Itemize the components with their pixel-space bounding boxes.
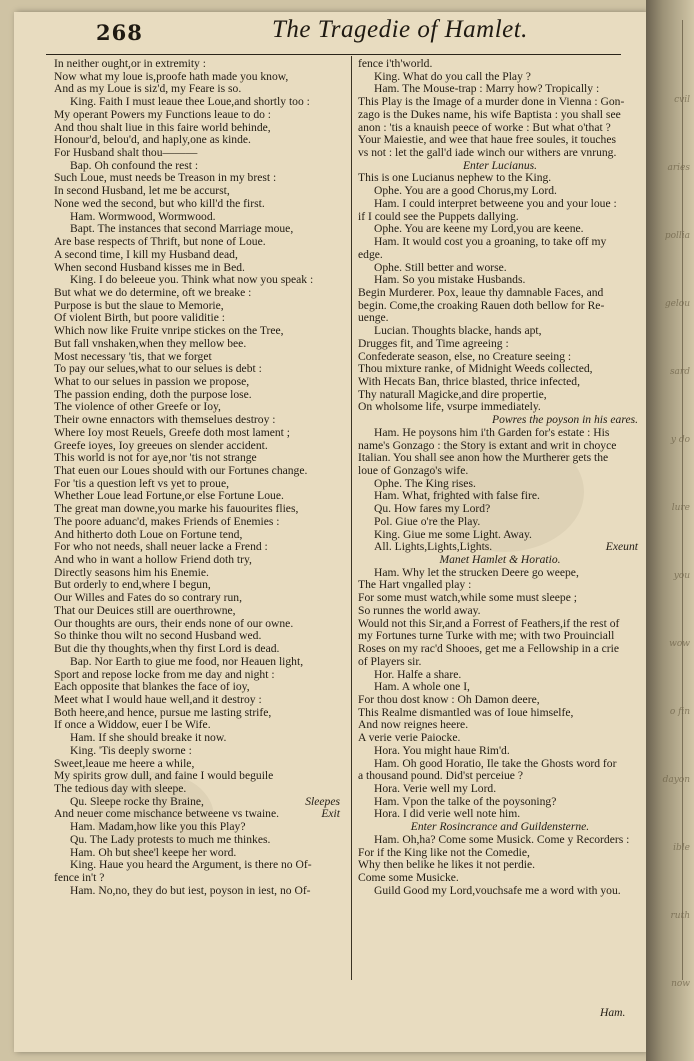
facing-page-fragment: ible [673,843,690,853]
line-text: Each opposite that blankes the face of ioy, [54,680,250,694]
line-text: King. Haue you heard the Argument, is there no Of- [70,858,312,872]
line-text: Both heere,and hence, pursue me lasting strife, [54,705,272,719]
line-text: Sport and repose locke from me day and night : [54,667,275,681]
line-text: In second Husband, let me be accurst, [54,184,230,198]
line-text: But orderly to end,where I begun, [54,578,211,592]
line-text: King. Giue me some Light. Away. [374,527,532,541]
line-text: Ham. A whole one I, [374,680,470,694]
line-text: Such Loue, must needs be Treason in my brest : [54,171,277,185]
facing-page-fragment: cvil [674,95,690,105]
line-text: Enter Lucianus. [462,158,538,172]
line-text: Ophe. You are a good Chorus,my Lord. [374,184,557,198]
line-text: uenge. [358,311,389,325]
line-text: Drugges fit, and Time agreeing : [358,336,509,350]
line-text: vs not : let the gall'd iade winch our withers are vnrung. [358,146,617,160]
line-text: Lucian. Thoughts blacke, hands apt, [374,324,542,338]
line-text: The Hart vngalled play : [358,578,472,592]
line-text: This is one Lucianus nephew to the King. [358,171,552,185]
line-text: This Play is the Image of a murder done in Vienna : Gon- [358,95,625,109]
line-text: In neither ought,or in extremity : [54,57,206,70]
line-text: Of violent Birth, but poore validitie : [54,311,225,325]
line-text: Pol. Giue o're the Play. [374,514,481,528]
line-text: And hitherto doth Loue on Fortune tend, [54,527,243,541]
line-text: Now what my loue is,proofe hath made you know, [54,69,289,83]
text-line [358,236,642,249]
line-text: Our thoughts are ours, their ends none of our owne. [54,616,294,630]
facing-page-fragment: dayon [662,775,690,785]
facing-page-fragment: o fin [669,707,690,717]
line-text: And as my Loue is siz'd, my Feare is so. [54,82,242,96]
line-text: Guild Good my Lord,vouchsafe me a word with you. [374,883,621,897]
header-rule [46,54,621,55]
line-text: Ham. So you mistake Husbands. [374,273,526,287]
line-text: Ophe. The King rises. [374,476,476,490]
page-number: 268 [96,20,143,45]
line-text: Your Maiestie, and wee that haue free soules, it touches [358,133,616,147]
line-text: Qu. The Lady protests to much me thinkes. [70,832,271,846]
line-text: Bap. Nor Earth to giue me food, nor Heauen light, [70,654,304,668]
line-text: Hora. Verie well my Lord. [374,781,497,795]
line-text: Directly seasons him his Enemie. [54,565,209,579]
line-text: And thou shalt liue in this faire world behinde, [54,120,271,134]
line-text: Roses on my rac'd Shooes, get me a Fellowship in a crie [358,642,619,656]
line-text: Which now like Fruite vnripe stickes on the Tree, [54,324,284,338]
line-text: Ham. What, frighted with false fire. [374,489,540,503]
facing-page-fragment: ruth [670,911,690,921]
line-text: My operant Powers my Functions leaue to do : [54,107,272,121]
line-text: fence i'th'world. [358,57,433,70]
line-text: But fall vnshaken,when they mellow bee. [54,336,247,350]
line-text: Where Ioy most Reuels, Greefe doth most lament ; [54,425,290,439]
facing-page-fragment: you [673,571,690,581]
line-text: Greefe ioyes, Ioy greeues on slender accident. [54,438,268,452]
line-text: Come some Musicke. [358,871,459,884]
line-text: The great man downe,you marke his fauourites flies, [54,502,299,516]
line-text: That euen our Loues should with our Fortunes change. [54,464,308,477]
line-text: But what we do determine, oft we breake : [54,285,252,299]
line-text: Ham. Vpon the talke of the poysoning? [374,794,557,808]
line-text: Ham. Oh good Horatio, Ile take the Ghosts word for [374,756,617,770]
line-text: Thou mixture ranke, of Midnight Weeds collected, [358,362,593,376]
line-text: Ham. Wormwood, Wormwood. [70,209,216,223]
line-text: Qu. How fares my Lord? [374,502,491,516]
line-text: Honour'd, belou'd, and haply,one as kinde. [54,133,251,147]
line-text: Qu. Sleepe rocke thy Braine, [70,794,204,808]
facing-page-gutter [646,0,694,1061]
line-text: Purpose is but the slaue to Memorie, [54,298,224,312]
line-text: For 'tis a question left vs yet to proue, [54,476,230,490]
facing-page-fragment: pollia [664,231,690,241]
facing-page-fragment: aries [667,163,690,173]
line-text: For Husband shalt thou——— [54,146,198,160]
line-text: The violence of other Greefe or Ioy, [54,400,221,414]
line-text: A verie verie Paiocke. [358,731,461,745]
line-text: What to our selues in passion we propose, [54,374,250,388]
facing-page-fragment: y do [670,435,690,445]
line-text: Ham. No,no, they do but iest, poyson in iest, no Of- [70,883,311,897]
stage-direction: Exeunt [605,540,638,554]
line-text: Our Willes and Fates do so contrary run, [54,591,243,605]
line-text: King. What do you call the Play ? [374,69,531,83]
line-text: When second Husband kisses me in Bed. [54,260,245,274]
text-line: Powres the poyson in his eares. [492,413,638,427]
line-text: fence in't ? [54,871,105,884]
text-line [358,885,642,898]
line-text: And who in want a hollow Friend doth try, [54,553,252,567]
line-text: begin. Come,the croaking Rauen doth bellow for Re- [358,298,605,312]
line-text: Most necessary 'tis, that we forget [54,349,212,363]
line-text: For some must watch,while some must sleepe ; [358,591,577,605]
line-text: And neuer come mischance betweene vs twaine. [54,807,280,821]
facing-page-fragment: wow [669,639,690,649]
right-column [358,58,642,897]
line-text: King. 'Tis deeply sworne : [70,743,192,757]
line-text: If once a Widdow, euer I be Wife. [54,718,211,732]
line-text: of Players sir. [358,654,422,668]
line-text: name's Gonzago : the Story is extant and writ in choyce [358,438,617,452]
line-text: Are base respects of Thrift, but none of Loue. [54,235,266,249]
facing-page-fragment: lure [671,503,690,513]
line-text: All. Lights,Lights,Lights. [374,540,493,554]
line-text: So runnes the world away. [358,603,481,617]
line-text: Thy naturall Magicke,and dire propertie, [358,387,547,401]
line-text: For if the King like not the Comedie, [358,845,530,859]
line-text: Confederate season, else, no Creature seeing : [358,349,572,363]
line-text: Ham. The Mouse-trap : Marry how? Tropically : [374,82,600,96]
line-text: For thou dost know : Oh Damon deere, [358,692,540,706]
line-text: For who not needs, shall neuer lacke a Frend : [54,540,268,554]
line-text: loue of Gonzago's wife. [358,464,469,477]
line-text: With Hecats Ban, thrice blasted, thrice infected, [358,374,580,388]
line-text: my Fortunes turne Turke with me; with two Prouinciall [358,629,615,643]
line-text: Ham. I could interpret betweene you and your loue : [374,196,617,210]
line-text: Hora. You might haue Rim'd. [374,743,510,757]
line-text: A second time, I kill my Husband dead, [54,247,238,261]
line-text: To pay our selues,what to our selues is debt : [54,362,262,376]
catchword: Ham. [600,1006,626,1019]
line-text: Italian. You shall see anon how the Murtherer gets the [358,451,609,465]
line-text: But die thy thoughts,when thy first Lord is dead. [54,642,280,656]
running-head: The Tragedie of Hamlet. [272,16,528,43]
line-text: Sweet,leaue me heere a while, [54,756,195,770]
line-text: Ham. He poysons him i'th Garden for's estate : His [374,425,610,439]
line-text: Enter Rosincrance and Guildensterne. [410,820,590,834]
line-text: King. I do beleeue you. Think what now you speak : [70,273,314,287]
column-divider [351,56,352,980]
stage-direction: Sleepes [305,794,340,808]
line-text: Ham. Oh but shee'l keepe her word. [70,845,237,859]
line-text: Meet what I would haue well,and it destroy : [54,692,262,706]
line-text: Bapt. The instances that second Marriage moue, [70,222,294,236]
page-header [76,14,616,54]
line-text: Whether Loue lead Fortune,or else Fortune Loue. [54,489,284,503]
line-text: The poore aduanc'd, makes Friends of Enemies : [54,514,280,528]
facing-page-fragment: sard [669,367,690,377]
line-text: if I could see the Puppets dallying. [358,209,519,223]
line-text: Ham. It would cost you a groaning, to take off my [374,235,607,249]
left-column [54,58,344,897]
line-text: This Realme dismantled was of Ioue himselfe, [358,705,574,719]
line-text: Ham. Why let the strucken Deere go weepe, [374,565,579,579]
line-text: None wed the second, but who kill'd the first. [54,196,265,210]
line-text: Ophe. You are keene my Lord,you are keene. [374,222,584,236]
line-text: That our Deuices still are ouerthrowne, [54,603,236,617]
stage-direction: Exit [321,807,340,821]
facing-page-fragment: gelou [664,299,690,309]
line-text: Would not this Sir,and a Forrest of Feathers,if the rest of [358,616,620,630]
line-text: a thousand pound. Did'st perceiue ? [358,769,524,783]
line-text: My spirits grow dull, and faine I would beguile [54,769,274,783]
line-text: Ham. If she should breake it now. [70,731,227,745]
line-text: Bap. Oh confound the rest : [70,158,199,172]
line-text: Their owne ennactors with themselues destroy : [54,413,276,427]
line-text: So thinke thou wilt no second Husband wed. [54,629,262,643]
text-line [54,885,344,898]
line-text: The passion ending, doth the purpose lose. [54,387,252,401]
line-text: Begin Murderer. Pox, leaue thy damnable Faces, and [358,285,604,299]
line-text: edge. [358,247,383,261]
line-text: Hor. Halfe a share. [374,667,462,681]
text-line [358,300,642,313]
line-text: On wholsome life, vsurpe immediately. [358,400,541,414]
line-text: zago is the Dukes name, his wife Baptista : you shall see [358,107,621,121]
line-text: The tedious day with sleepe. [54,781,187,795]
line-text: King. Faith I must leaue thee Loue,and shortly too : [70,95,310,109]
line-text: Ophe. Still better and worse. [374,260,507,274]
line-text: Manet Hamlet & Horatio. [439,553,561,567]
line-text: Hora. I did verie well note him. [374,807,521,821]
line-text: Why then belike he likes it not perdie. [358,858,536,872]
line-text: anon : 'tis a knauish peece of worke : But what o'that ? [358,120,611,134]
line-text: And now reignes heere. [358,718,469,732]
line-text: This world is not for aye,nor 'tis not strange [54,451,257,465]
line-text: Ham. Oh,ha? Come some Musick. Come y Recorders : [374,832,630,846]
line-text: Ham. Madam,how like you this Play? [70,820,246,834]
facing-page-fragment: now [671,979,690,989]
